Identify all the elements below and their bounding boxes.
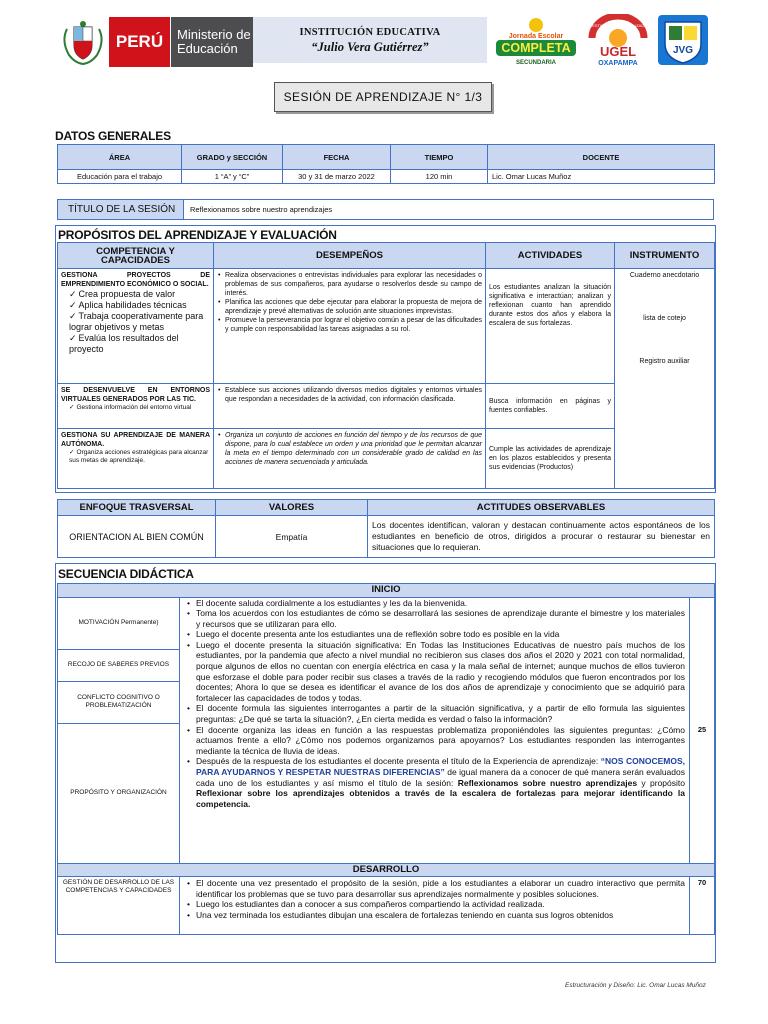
desempeno-item: • Promueve la perseverancia por lograr el objetivo común a pesar de las dificultades y cumple con responsabilidad las tareas asignadas a su rol. [217,316,482,334]
header-grado: GRADO y SECCIÓN [182,145,283,170]
ministry-label: Ministerio de Educación [171,17,253,67]
actividad-cell: Busca información en páginas y fuentes confiables. [486,384,615,429]
peru-label: PERÚ [109,17,171,67]
desempeno-item: • Organiza un conjunto de acciones en función del tiempo y de los recursos de que dispone, para lo cual establece un orden y una prioridad que le permitan alcanzar la meta en el tiempo determinado con un considerable grado de calidad en las acciones de manera secuenciada y articulada. [217,431,482,467]
capacidad-item: ✓ Evalúa los resultados del proyecto [69,333,210,355]
capacidad-item: ✓ Aplica habilidades técnicas [69,300,210,311]
header-competencia: COMPETENCIA Y CAPACIDADES [58,243,214,269]
moment-conflicto: CONFLICTO COGNITIVO O PROBLEMATIZACIÓN [58,681,180,723]
institution-label: INSTITUCIÓN EDUCATIVA [299,27,441,38]
session-title-ref: Reflexionamos sobre nuestro aprendizajes [457,777,638,788]
value-enfoque: ORIENTACION AL BIEN COMÚN [58,516,216,558]
datos-generales-label: DATOS GENERALES [55,129,171,143]
experiencia-title: “NOS CONOCEMOS, PARA AYUDARNOS Y RESPETAR NUESTRAS DIFERENCIAS” [196,756,685,777]
desempeno-item: • Realiza observaciones o entrevistas individuales para explorar las necesidades o problemas de sus compañeros, para ayudarse o resolverlos desde su campo de interés. [217,271,482,298]
footer-credit: Estructuración y Diseño: Lic. Omar Lucas Muñoz [565,982,706,989]
header-fecha: FECHA [283,145,391,170]
proposito-text-3: y propósito [637,777,685,788]
inicio-item: • Toma los acuerdos con los estudiantes de cómo se desarrollará las sesiones de aprendizaje durante el bimestre y los materiales y recursos que se utilizaran para ello. [184,608,685,629]
capacidad-item: ✓ Organiza acciones estratégicas para alcanzar sus metas de aprendizaje. [69,449,210,465]
value-tiempo: 120 min [391,170,488,184]
propositos-header-row [58,243,715,269]
value-fecha: 30 y 31 de marzo 2022 [283,170,391,184]
jec-logo [494,16,578,68]
value-docente: Lic. Omar Lucas Muñoz [488,170,715,184]
ugel-logo-top: GESTIÓN DESCENTRALIZADA [589,23,647,28]
header-enfoque: ENFOQUE TRASVERSAL [58,500,216,516]
ugel-logo [586,14,650,66]
titulo-sesion-row [57,199,714,220]
jec-logo-main: COMPLETA [501,41,571,55]
motivacion-row [58,597,715,649]
header-valores: VALORES [216,500,368,516]
inicio-item: • Luego el docente presenta ante los estudiantes una de reflexión sobre todo es posible en la vida [184,629,685,640]
competencia-title: SE DESENVUELVE EN ENTORNOS VIRTUALES GENERADOS POR LAS TIC. [61,387,210,403]
inicio-band-row [58,584,715,598]
header-tiempo: TIEMPO [391,145,488,170]
header-actitudes: ACTITUDES OBSERVABLES [368,500,715,516]
desempenos-cell [214,269,486,384]
institution-banner [253,17,487,63]
value-valores: Empatía [216,516,368,558]
competencia-title: GESTIONA PROYECTOS DE EMPRENDIMIENTO ECONÓMICO O SOCIAL. [61,272,210,288]
competencia-row [58,269,715,384]
school-crest-text: JVG [672,45,694,56]
secuencia-table [57,583,715,935]
inicio-item: • Luego el docente presenta la situación significativa: En Todas las Instituciones Educativas de nuestro país muchos de los estudiantes, por la pandemia que afecto a nivel mundial no recibieron sus clases dos años el 2020 y 2021 con total normalidad, porque algunos de ellos no cuentan con energía eléctrica en casa y la mala señal de internet; aunque muchos de ellos tuvieron que esforzase el doble para poder recibir sus clases a través de la radio y recogiendo módulos que fueron encontrados por los docentes; Ahora lo que se desea es identificar el avance de los dos años de aprendizaje y conocimiento que se adquirió para fortalecer las capacidades de todos y todas. [184,640,685,704]
header-docente: DOCENTE [488,145,715,170]
desempenos-cell [214,429,486,489]
inicio-list [184,598,685,810]
ugel-logo-sub: OXAPAMPA [598,60,638,66]
desarrollo-item: • El docente una vez presentado el propósito de la sesión, pide a los estudiantes a elaborar un cuadro interactivo que permita identificar los problemas que se tuvo para desarrollar sus aprendizajes normalmente y posibles soluciones. [184,878,685,899]
inicio-time: 25 [690,597,715,863]
desarrollo-band: DESARROLLO [58,863,715,877]
desempenos-list [217,386,482,404]
jec-logo-sub: SECUNDARIA [515,60,557,66]
desarrollo-time: 70 [690,877,715,935]
moment-gestion: GESTIÓN DE DESARROLLO DE LAS COMPETENCIAS Y CAPACIDADES [58,877,180,935]
proposito-text-1: Después de la respuesta de los estudiantes el docente presenta el título de la Experiencia de aprendizaje: [196,756,601,767]
header-desempenos: DESEMPEÑOS [214,243,486,269]
value-area: Educación para el trabajo [58,170,182,184]
desarrollo-item: • Luego los estudiantes dan a conocer a sus compañeros compartiendo la actividad realizada. [184,899,685,910]
competencia-cell [58,269,214,384]
institution-name: “Julio Vera Gutiérrez” [311,40,429,54]
desempenos-list [217,431,482,467]
inicio-band: INICIO [58,584,715,598]
datos-generales-value-row [58,170,715,184]
capacidades-list [69,289,210,355]
desarrollo-content [180,877,690,935]
secuencia-label: SECUENCIA DIDÁCTICA [58,567,194,581]
desempenos-cell [214,384,486,429]
header-actividades: ACTIVIDADES [486,243,615,269]
enfoque-header-row [58,500,715,516]
instrumento-item: Registro auxiliar [639,358,690,365]
capacidad-item: ✓ Trabaja cooperativamente para lograr objetivos y metas [69,311,210,333]
capacidades-list [69,404,210,412]
session-title: SESIÓN DE APRENDIZAJE N° 1/3 [274,82,492,112]
titulo-sesion-value: Reflexionamos sobre nuestro aprendizajes [190,205,333,214]
actividad-cell: Los estudiantes analizan la situación significativa e interactúan; analizan y reflexionan cuanto han aprendido durante estos dos años y elabora la escalera de sus fortalezas. [486,269,615,384]
instrumento-item: Cuaderno anecdotario [629,272,700,279]
moment-saberes: RECOJO DE SABERES PREVIOS [58,649,180,681]
enfoque-value-row [58,516,715,558]
capacidad-item: ✓ Gestiona información del entorno virtual [69,404,210,412]
desempenos-list [217,271,482,334]
desarrollo-list [184,878,685,920]
titulo-sesion-label: TÍTULO DE LA SESIÓN [58,200,184,219]
actividad-cell: Cumple las actividades de aprendizaje en los plazos establecidos y presenta sus evidencias (Productos) [486,429,615,489]
moment-proposito: PROPÓSITO Y ORGANIZACIÓN [58,723,180,863]
capacidad-item: ✓ Crea propuesta de valor [69,289,210,300]
desarrollo-item: • Una vez terminada los estudiantes dibujan una escalera de fortalezas teniendo en cuanta sus logros obtenidos [184,910,685,921]
ugel-logo-main: UGEL [599,44,637,59]
competencia-cell [58,429,214,489]
desempeno-item: • Planifica las acciones que debe ejecutar para elaborar la propuesta de mejora de aprendizaje y prevé alternativas de solución ante situaciones imprevistas. [217,298,482,316]
proposito-statement: Reflexionar sobre los aprendizajes obtenidos a través de la escalera de fortalezas para mejorar identificando la competencia. [196,788,685,809]
peru-shield-icon [57,17,109,67]
header-area: ÁREA [58,145,182,170]
proposito-item [184,756,685,809]
jec-logo-top: Jornada Escolar [508,33,564,40]
desarrollo-band-row [58,863,715,877]
value-grado: 1 “A” y “C” [182,170,283,184]
datos-generales-header-row [58,145,715,170]
propositos-table [57,242,715,489]
inicio-item: • El docente organiza las ideas en función a las respuestas problematiza proponiéndoles las siguientes preguntas: ¿Cómo actuamos frente a ello? ¿Cómo nos podemos organizamos para apoyarnos? Los estudiantes responden las interrogantes mediante la técnica de lluvia de ideas. [184,725,685,757]
competencia-title: GESTIONA SU APRENDIZAJE DE MANERA AUTÓNOMA. [61,432,210,448]
datos-generales-table [57,144,715,184]
enfoque-table [57,499,715,558]
minedu-logo [57,17,253,67]
value-actitudes: Los docentes identifican, valoran y destacan continuamente actos espontáneos de los estudiantes en beneficio de otros, dirigidos a procurar o restaurar su bienestar en situaciones que lo requieran. [368,516,715,558]
inicio-content [180,597,690,863]
moment-motivacion: MOTIVACIÓN Permanente) [58,597,180,649]
inicio-item: • El docente saluda cordialmente a los estudiantes y les da la bienvenida. [184,598,685,609]
proposito-text-2: de igual manera da a conocer de qué manera serán evaluados cada uno de los estudiantes y así mismo el título de la sesión: [196,767,685,788]
school-crest-logo [657,14,709,66]
competencia-cell [58,384,214,429]
instrumento-cell [615,269,715,489]
desempeno-item: • Establece sus acciones utilizando diversos medios digitales y entornos virtuales que respondan a necesidades de la actividad, con información clasificada. [217,386,482,404]
instrumento-item: lista de cotejo [643,315,686,322]
header-instrumento: INSTRUMENTO [615,243,715,269]
propositos-label: PROPÓSITOS DEL APRENDIZAJE Y EVALUACIÓN [58,228,337,242]
capacidades-list [69,449,210,465]
desarrollo-row [58,877,715,935]
inicio-item: • El docente formula las siguientes interrogantes a partir de la situación significativa, y a partir de ello formula las siguientes preguntas: ¿De qué se tarta la situación?, ¿En cierta medida es verdad o falso la información? [184,703,685,724]
